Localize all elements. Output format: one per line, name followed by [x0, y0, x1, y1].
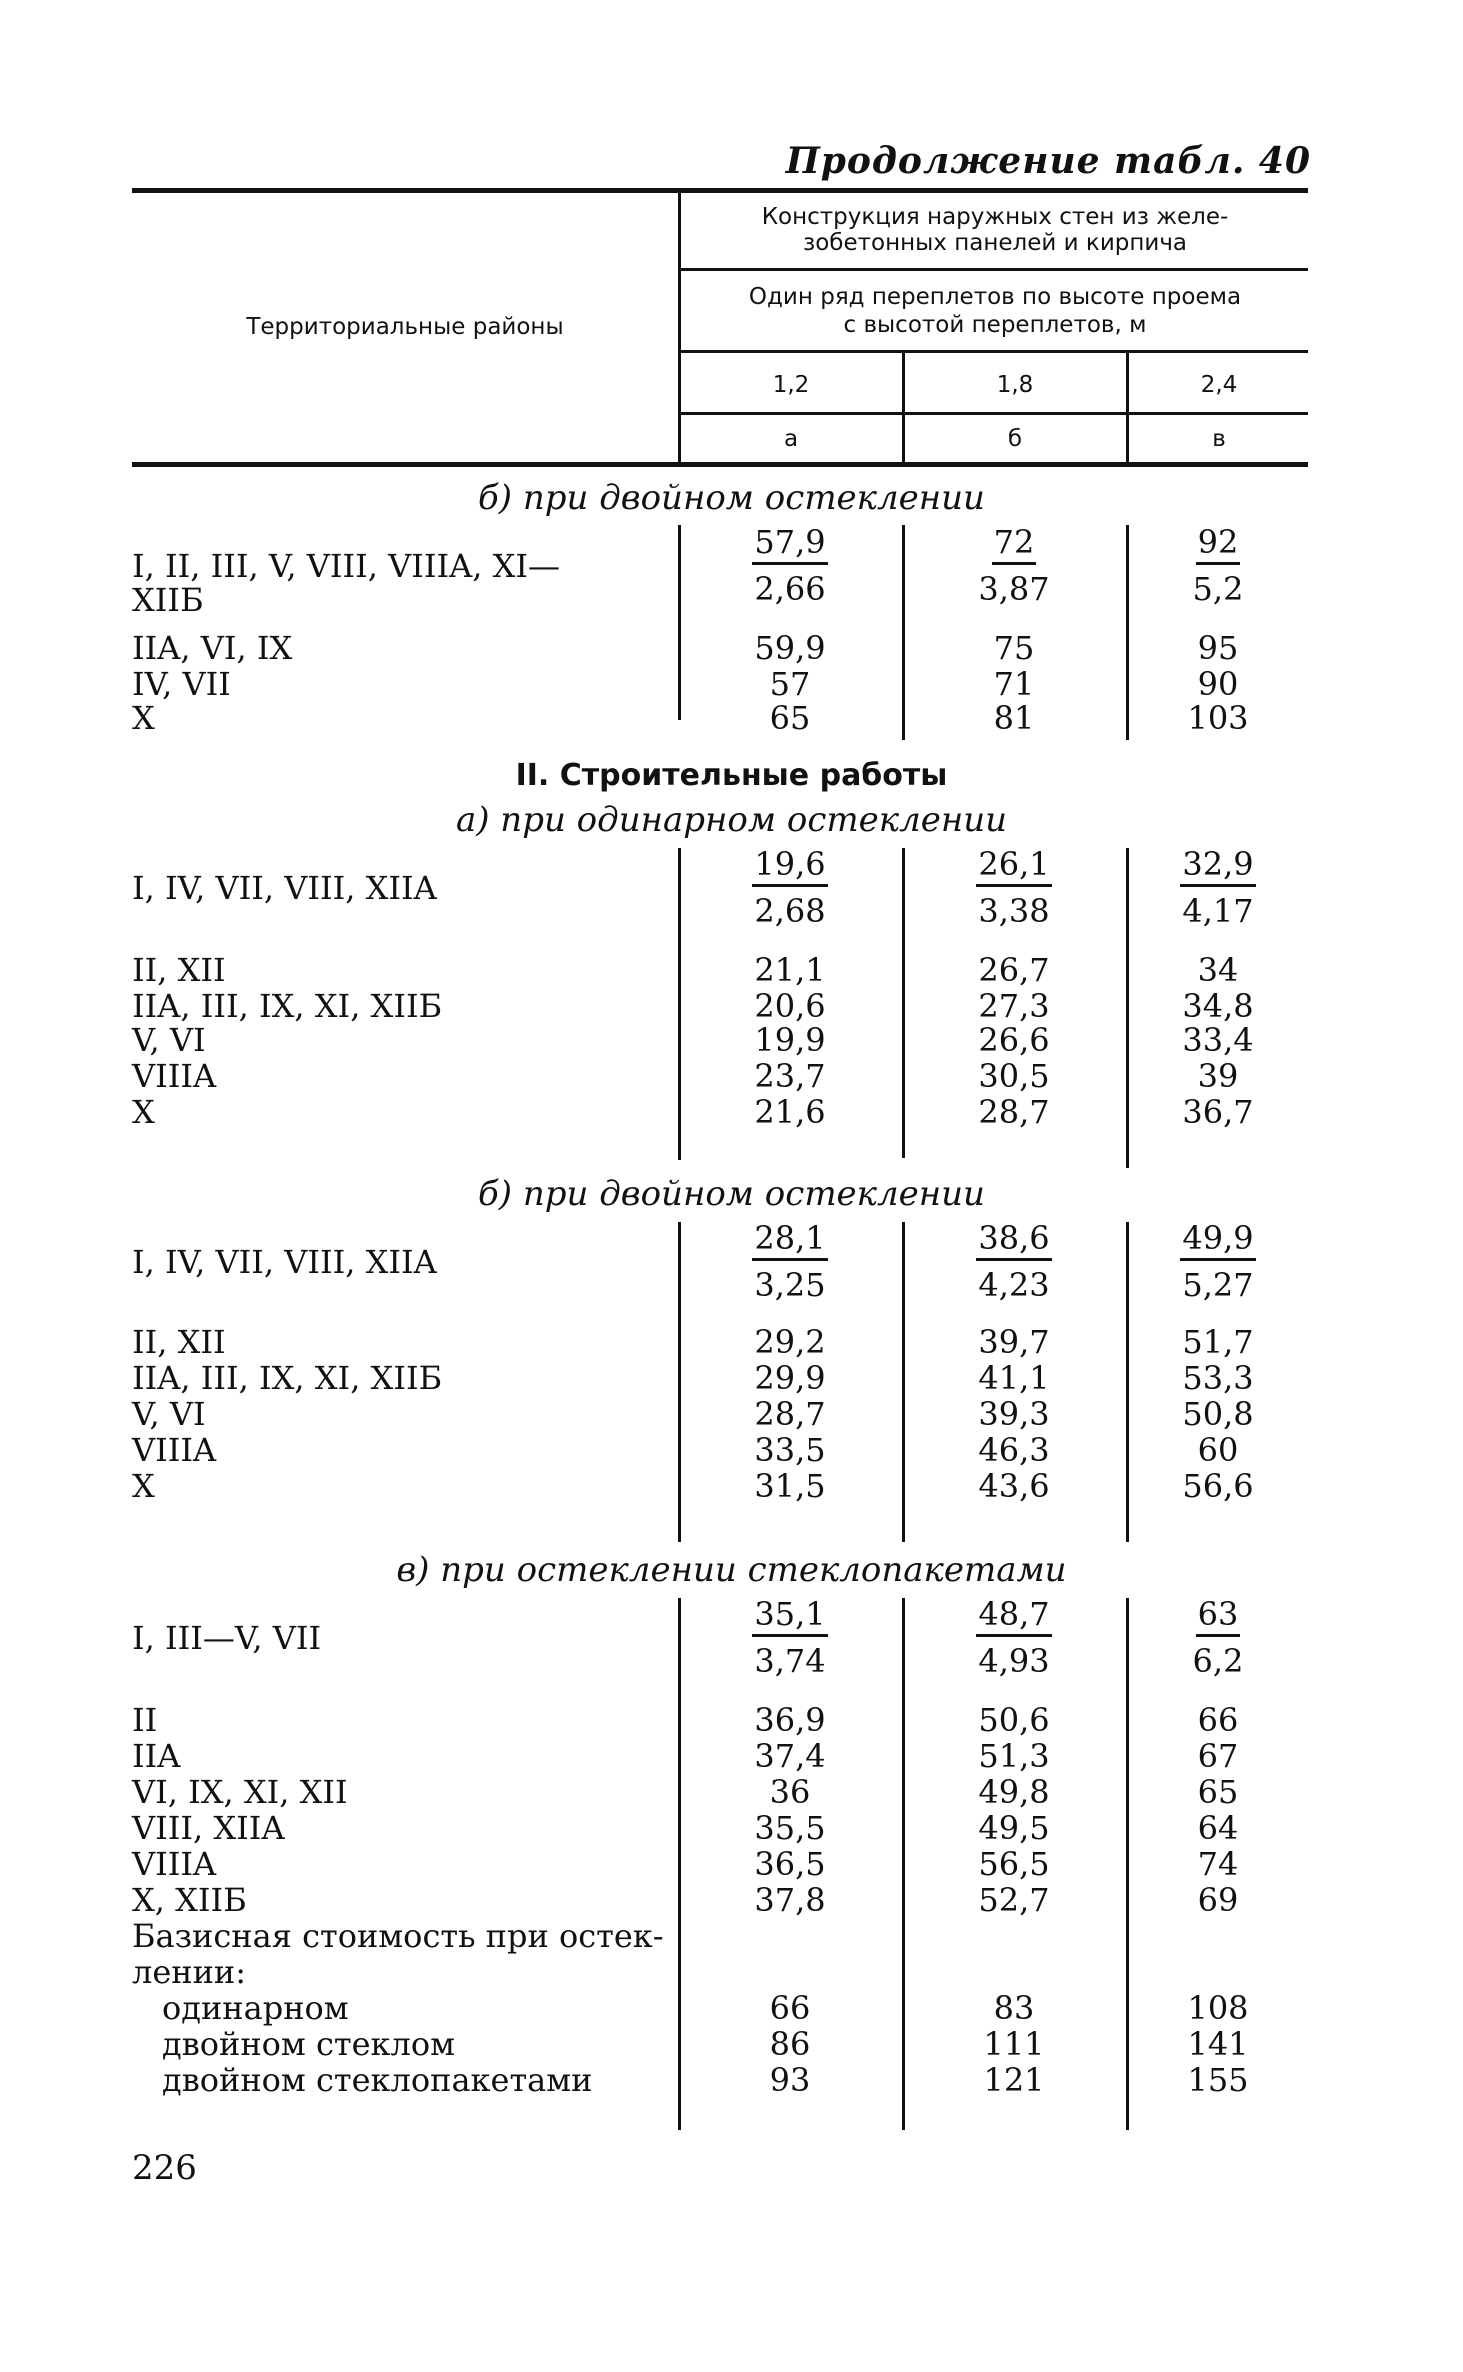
- value-cell: 33,4: [1182, 1021, 1254, 1059]
- base-cost-label: Базисная стоимость при остек-: [132, 1917, 664, 1955]
- value-cell: 39: [1197, 1057, 1239, 1095]
- section-2b-title: б) при двойном остеклении: [478, 1174, 985, 1214]
- value-cell: 26,6: [978, 1021, 1050, 1059]
- fraction-cell: $\frac{26,1}{3,38}$: [978, 845, 1050, 930]
- fraction-cell: $\frac{49,9}{5,27}$: [1182, 1219, 1254, 1304]
- value-cell: 34: [1197, 951, 1239, 989]
- header-letter-c: в: [1212, 426, 1226, 452]
- region-label: IV, VII: [132, 665, 231, 703]
- region-label: VI, IX, XI, XII: [132, 1773, 348, 1811]
- value-cell: 29,2: [754, 1323, 826, 1361]
- fraction-cell: $\frac{35,1}{3,74}$: [754, 1595, 826, 1680]
- header-rule-heights: [680, 412, 1308, 415]
- body-vline-1-1: [902, 525, 905, 740]
- header-construction-line-2: зобетонных панелей и кирпича: [802, 230, 1188, 256]
- region-label: I, II, III, V, VIII, VIIIA, XI—: [132, 547, 561, 585]
- value-cell: 103: [1187, 699, 1249, 737]
- value-cell: 141: [1187, 2025, 1249, 2063]
- body-vline-main-2: [678, 848, 681, 1160]
- header-top-rule: [132, 188, 1308, 193]
- region-label: XIIБ: [132, 581, 204, 619]
- value-cell: 51,7: [1182, 1323, 1254, 1361]
- region-label: IIA, VI, IX: [132, 629, 293, 667]
- value-cell: 27,3: [978, 987, 1050, 1025]
- body-vline-2-3: [1126, 1222, 1129, 1542]
- region-label: II, XII: [132, 951, 226, 989]
- header-row-label: Территориальные районы: [246, 314, 564, 340]
- header-vline-2: [1126, 352, 1129, 465]
- value-cell: 50,6: [978, 1701, 1050, 1739]
- fraction-cell: $\frac{48,7}{4,93}$: [978, 1595, 1050, 1680]
- value-cell: 155: [1187, 2061, 1249, 2099]
- value-cell: 37,8: [754, 1881, 826, 1919]
- header-construction-line-1: Конструкция наружных стен из желе-: [761, 204, 1229, 230]
- region-label: X: [132, 1093, 155, 1131]
- value-cell: 69: [1197, 1881, 1239, 1919]
- header-rule-frames: [680, 350, 1308, 353]
- value-cell: 21,1: [754, 951, 826, 989]
- page-number: 226: [132, 2148, 197, 2188]
- value-cell: 56,5: [978, 1845, 1050, 1883]
- section-2c-title: в) при остеклении стеклопакетами: [396, 1550, 1067, 1590]
- value-cell: 95: [1197, 629, 1239, 667]
- header-frames-line-2: с высотой переплетов, м: [843, 312, 1147, 338]
- value-cell: 49,8: [978, 1773, 1050, 1811]
- value-cell: 49,5: [978, 1809, 1050, 1847]
- part-2-title: II. Строительные работы: [515, 758, 948, 793]
- region-label: II: [132, 1701, 158, 1739]
- body-vline-main-3: [678, 1222, 681, 1542]
- header-vline-1: [902, 352, 905, 465]
- continuation-title: Продолжение табл. 40: [785, 140, 1311, 182]
- value-cell: 36: [769, 1773, 811, 1811]
- base-cost-label: лении:: [132, 1953, 247, 1991]
- fraction-cell: $\frac{28,1}{3,25}$: [754, 1219, 826, 1304]
- header-vline-main: [678, 190, 681, 465]
- region-label: VIII, XIIA: [132, 1809, 285, 1847]
- header-height-c: 2,4: [1200, 372, 1238, 398]
- value-cell: 23,7: [754, 1057, 826, 1095]
- value-cell: 39,7: [978, 1323, 1050, 1361]
- region-label: II, XII: [132, 1323, 226, 1361]
- value-cell: 35,5: [754, 1809, 826, 1847]
- value-cell: 108: [1187, 1989, 1249, 2027]
- region-label: X: [132, 699, 155, 737]
- header-letter-b: б: [1007, 426, 1023, 452]
- region-label: IIA, III, IX, XI, XIIБ: [132, 987, 443, 1025]
- body-vline-2-2: [1126, 848, 1129, 1168]
- value-cell: 74: [1197, 1845, 1239, 1883]
- value-cell: 90: [1197, 665, 1239, 703]
- body-vline-1-3: [902, 1222, 905, 1542]
- value-cell: 43,6: [978, 1467, 1050, 1505]
- value-cell: 75: [993, 629, 1035, 667]
- region-label: V, VI: [132, 1395, 206, 1433]
- value-cell: 41,1: [978, 1359, 1050, 1397]
- body-vline-main-4: [678, 1598, 681, 2130]
- fraction-cell: $\frac{32,9}{4,17}$: [1182, 845, 1254, 930]
- region-label: VIIIA: [132, 1057, 217, 1095]
- region-label: I, III—V, VII: [132, 1619, 322, 1657]
- value-cell: 46,3: [978, 1431, 1050, 1469]
- value-cell: 86: [769, 2025, 811, 2063]
- region-label: IIA, III, IX, XI, XIIБ: [132, 1359, 443, 1397]
- value-cell: 36,7: [1182, 1093, 1254, 1131]
- value-cell: 31,5: [754, 1467, 826, 1505]
- value-cell: 26,7: [978, 951, 1050, 989]
- region-label: VIIIA: [132, 1431, 217, 1469]
- value-cell: 33,5: [754, 1431, 826, 1469]
- value-cell: 81: [993, 699, 1035, 737]
- header-height-b: 1,8: [996, 372, 1034, 398]
- value-cell: 111: [983, 2025, 1045, 2063]
- fraction-cell: $\frac{92}{5,2}$: [1192, 523, 1244, 608]
- region-label: IIA: [132, 1737, 181, 1775]
- value-cell: 37,4: [754, 1737, 826, 1775]
- value-cell: 65: [769, 699, 811, 737]
- region-label: I, IV, VII, VIII, XIIA: [132, 869, 437, 907]
- value-cell: 53,3: [1182, 1359, 1254, 1397]
- value-cell: 21,6: [754, 1093, 826, 1131]
- header-bottom-rule: [132, 462, 1308, 467]
- value-cell: 71: [993, 665, 1035, 703]
- fraction-cell: $\frac{38,6}{4,23}$: [978, 1219, 1050, 1304]
- region-label: X, XIIБ: [132, 1881, 247, 1919]
- value-cell: 51,3: [978, 1737, 1050, 1775]
- base-cost-row-label: двойном стеклом: [162, 2025, 456, 2063]
- value-cell: 20,6: [754, 987, 826, 1025]
- value-cell: 121: [983, 2061, 1045, 2099]
- value-cell: 93: [769, 2061, 811, 2099]
- region-label: I, IV, VII, VIII, XIIA: [132, 1243, 437, 1281]
- value-cell: 29,9: [754, 1359, 826, 1397]
- value-cell: 39,3: [978, 1395, 1050, 1433]
- value-cell: 50,8: [1182, 1395, 1254, 1433]
- region-label: V, VI: [132, 1021, 206, 1059]
- section-2a-title: а) при одинарном остеклении: [455, 800, 1008, 840]
- fraction-cell: $\frac{19,6}{2,68}$: [754, 845, 826, 930]
- value-cell: 57: [769, 665, 811, 703]
- header-letter-a: а: [783, 426, 799, 452]
- section-1b-title: б) при двойном остеклении: [478, 478, 985, 518]
- base-cost-row-label: одинарном: [162, 1989, 349, 2027]
- value-cell: 65: [1197, 1773, 1239, 1811]
- value-cell: 64: [1197, 1809, 1239, 1847]
- value-cell: 28,7: [754, 1395, 826, 1433]
- body-vline-1-4: [902, 1598, 905, 2130]
- region-label: X: [132, 1467, 155, 1505]
- value-cell: 59,9: [754, 629, 826, 667]
- value-cell: 56,6: [1182, 1467, 1254, 1505]
- value-cell: 36,5: [754, 1845, 826, 1883]
- header-height-a: 1,2: [772, 372, 810, 398]
- base-cost-row-label: двойном стеклопакетами: [162, 2061, 593, 2099]
- fraction-cell: $\frac{72}{3,87}$: [978, 523, 1050, 608]
- fraction-cell: $\frac{63}{6,2}$: [1192, 1595, 1244, 1680]
- value-cell: 30,5: [978, 1057, 1050, 1095]
- value-cell: 34,8: [1182, 987, 1254, 1025]
- header-frames-line-1: Один ряд переплетов по высоте проема: [748, 284, 1242, 310]
- value-cell: 66: [1197, 1701, 1239, 1739]
- value-cell: 66: [769, 1989, 811, 2027]
- value-cell: 19,9: [754, 1021, 826, 1059]
- fraction-cell: $\frac{57,9}{2,66}$: [754, 523, 826, 608]
- value-cell: 36,9: [754, 1701, 826, 1739]
- body-vline-1-2: [902, 848, 905, 1158]
- value-cell: 60: [1197, 1431, 1239, 1469]
- body-vline-2-4: [1126, 1598, 1129, 2130]
- body-vline-2-1: [1126, 525, 1129, 740]
- region-label: VIIIA: [132, 1845, 217, 1883]
- value-cell: 28,7: [978, 1093, 1050, 1131]
- header-rule-construction: [680, 268, 1308, 271]
- value-cell: 83: [993, 1989, 1035, 2027]
- body-vline-main-1: [678, 525, 681, 720]
- value-cell: 67: [1197, 1737, 1239, 1775]
- value-cell: 52,7: [978, 1881, 1050, 1919]
